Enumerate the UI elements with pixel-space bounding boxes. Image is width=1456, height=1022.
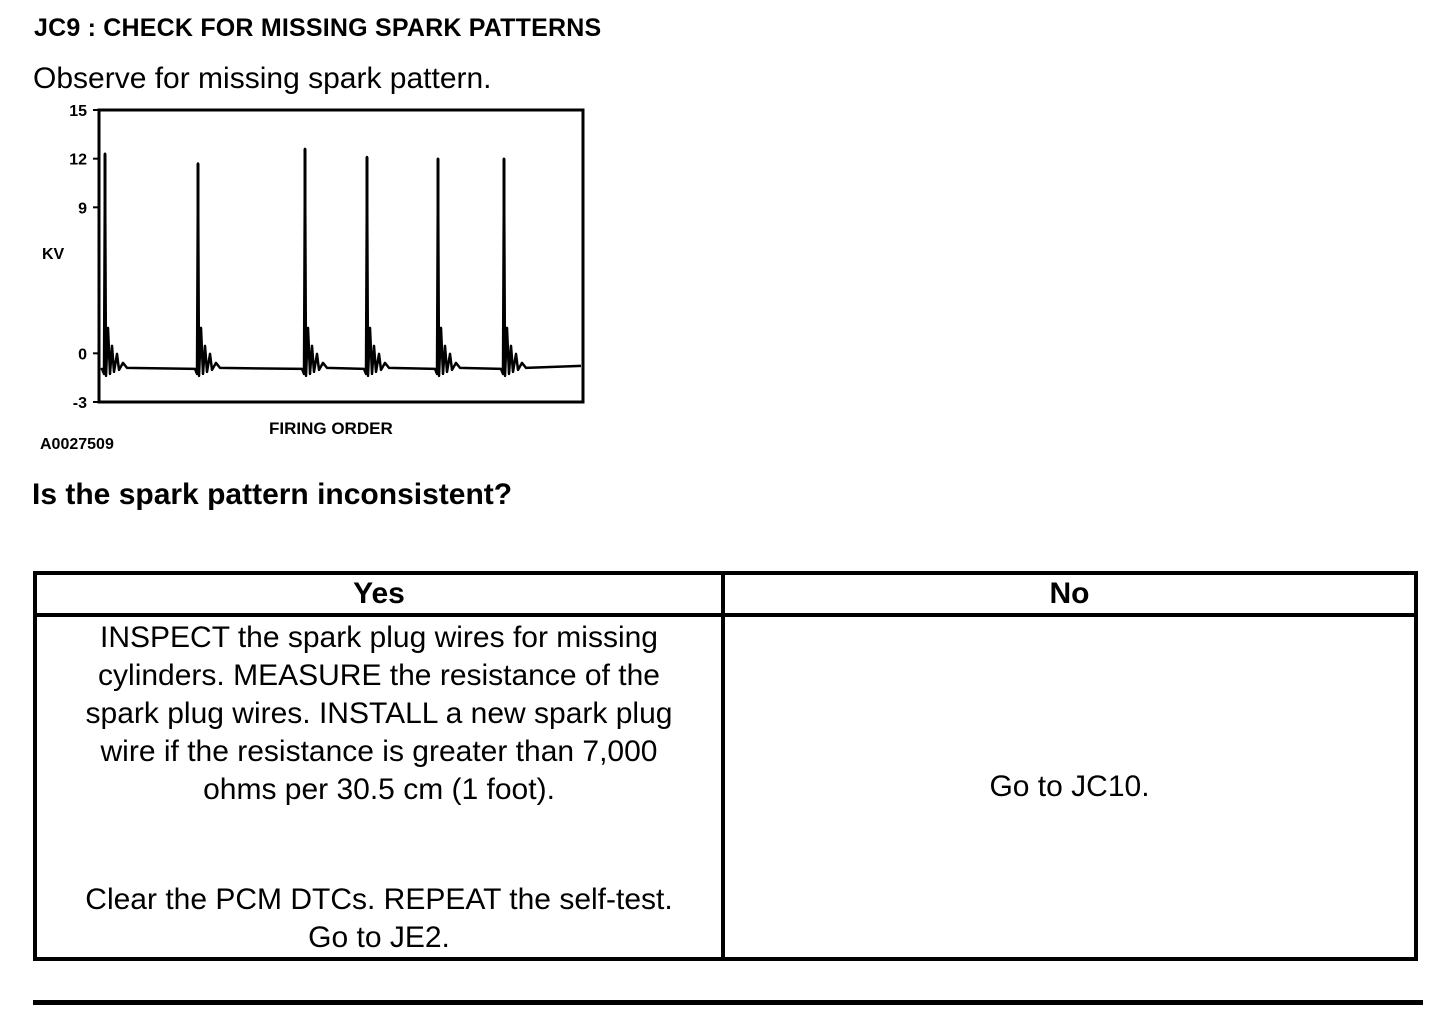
x-axis-label: FIRING ORDER	[269, 419, 393, 438]
question-text: Is the spark pattern inconsistent?	[32, 478, 513, 511]
yes-line: INSPECT the spark plug wires for missing	[100, 621, 658, 654]
no-header: No	[723, 573, 1416, 615]
y-tick-label: 12	[69, 151, 87, 169]
yes-line: spark plug wires. INSTALL a new spark plug	[85, 697, 673, 730]
table-header-row	[35, 573, 1416, 615]
bottom-rule	[33, 1000, 1423, 1005]
yes-followup-line: Clear the PCM DTCs. REPEAT the self-test.	[85, 883, 673, 916]
y-axis-label: KV	[42, 246, 65, 263]
y-tick-label: -3	[72, 395, 87, 412]
yes-followup-line: Go to JE2.	[308, 921, 450, 954]
result-table	[33, 571, 1418, 961]
no-cell: Go to JC10.	[723, 615, 1416, 959]
section-heading: JC9 : CHECK FOR MISSING SPARK PATTERNS	[34, 14, 602, 42]
spark-pattern-chart	[30, 98, 610, 460]
y-axis-ticks	[69, 103, 99, 412]
y-tick-label: 0	[78, 346, 87, 364]
yes-line: ohms per 30.5 cm (1 foot).	[203, 773, 555, 806]
y-tick-label: 15	[69, 103, 87, 120]
yes-line: cylinders. MEASURE the resistance of the	[98, 659, 660, 692]
yes-header: Yes	[35, 573, 723, 615]
intro-text: Observe for missing spark pattern.	[33, 62, 492, 95]
spark-pattern-figure	[30, 98, 610, 460]
table-row	[35, 615, 1416, 959]
spacer	[49, 809, 709, 881]
yes-line: wire if the resistance is greater than 7,000	[100, 735, 658, 768]
figure-id: A0027509	[40, 436, 114, 453]
y-tick-label: 9	[78, 200, 87, 218]
yes-cell	[35, 615, 723, 959]
